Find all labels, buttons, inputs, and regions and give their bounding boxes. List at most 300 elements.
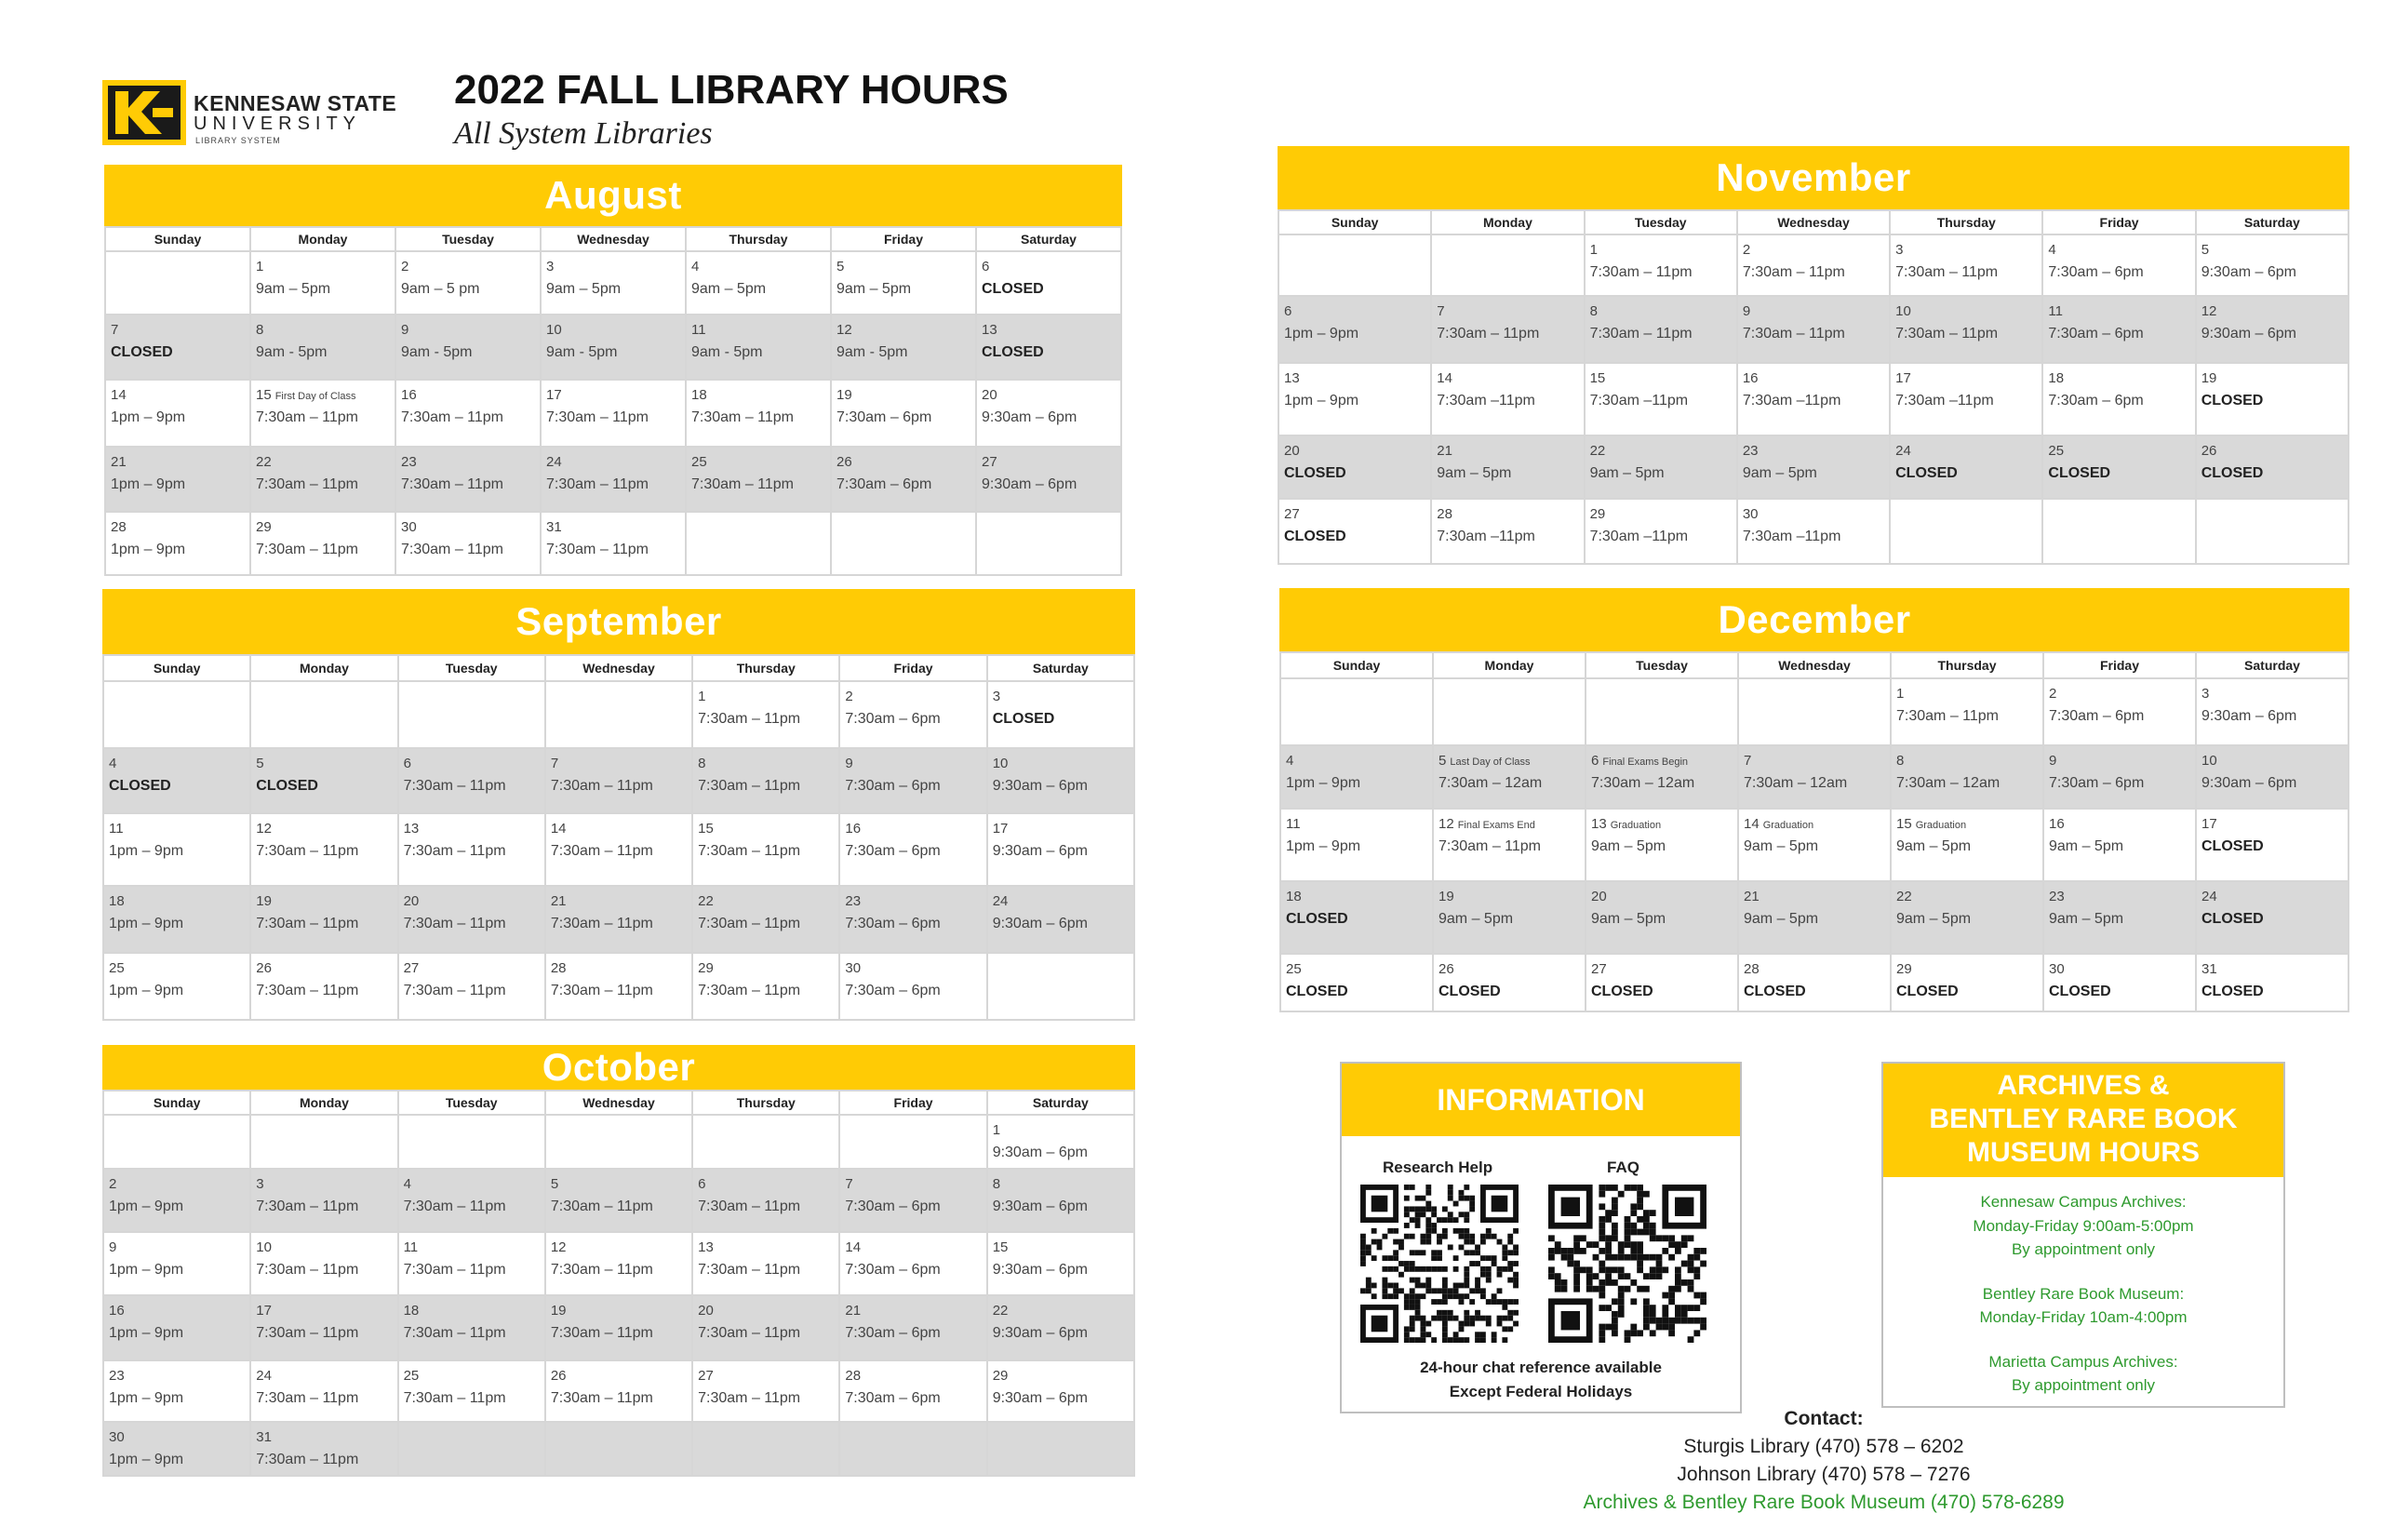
qr-module [1656,1318,1663,1324]
qr-module [1507,1234,1513,1239]
faq-qr-code[interactable] [1548,1185,1706,1343]
qr-module [1442,1321,1448,1327]
qr-module [1442,1228,1448,1234]
day-cell [2042,435,2195,499]
qr-module [1382,1283,1387,1289]
week-row [1278,435,2349,499]
qr-module [1415,1266,1421,1272]
day-number: 28 [1744,961,1760,977]
day-number: 2 [2049,686,2057,702]
qr-module [1605,1324,1612,1331]
qr-module [1425,1206,1431,1212]
qr-module [1630,1210,1637,1216]
qr-module [1643,1305,1650,1311]
archives-title-line-2: BENTLEY RARE BOOK [1929,1104,2238,1134]
closed-label: CLOSED [111,344,173,360]
day-hours: 7:30am – 11pm [698,778,801,794]
day-hours: 7:30am – 11pm [550,1199,653,1214]
qr-module [1360,1239,1366,1245]
qr-module [1643,1273,1650,1279]
qr-module [1656,1324,1663,1331]
qr-module [1599,1191,1605,1198]
qr-module [1618,1191,1625,1198]
empty-day-cell [398,681,545,748]
day-number: 18 [691,387,707,403]
day-number: 3 [546,259,555,275]
day-cell [692,953,839,1020]
qr-module [1475,1310,1480,1316]
empty-day-cell [2196,499,2349,564]
qr-module [1415,1293,1421,1299]
qr-module [1410,1278,1415,1283]
qr-module [1573,1241,1580,1248]
qr-module [1420,1337,1425,1343]
qr-module [1502,1305,1507,1310]
day-cell [250,1232,397,1295]
qr-module [1599,1305,1605,1311]
qr-module [1637,1216,1643,1223]
day-hours: 9:30am – 6pm [992,1262,1088,1278]
qr-module [1625,1286,1631,1292]
day-number: 23 [401,454,417,470]
qr-module [1415,1250,1421,1255]
qr-module [1410,1321,1415,1327]
qr-module [1688,1254,1694,1261]
day-cell [250,1422,397,1476]
day-number: 16 [845,821,862,837]
qr-module [1393,1288,1398,1293]
day-cell [839,1232,986,1295]
qr-module [1688,1318,1694,1324]
day-number: 13 [1591,816,1607,832]
research-help-qr-code[interactable] [1360,1185,1528,1343]
qr-module [1469,1299,1475,1305]
day-hours: 7:30am – 11pm [691,476,794,492]
day-number: 2 [109,1176,117,1192]
qr-module [1630,1185,1637,1191]
qr-module [1464,1185,1469,1190]
day-number: 10 [546,322,562,338]
week-row [1278,234,2349,296]
day-cell [105,447,250,512]
qr-module [1555,1273,1561,1279]
qr-module [1507,1310,1513,1316]
weekday-header-row [105,227,1121,251]
day-number: 20 [698,1303,714,1319]
qr-module [1431,1223,1437,1228]
qr-module [1448,1337,1453,1343]
day-hours: 7:30am – 11pm [550,1325,653,1341]
qr-module [1377,1244,1383,1250]
day-hours: 9:30am – 6pm [982,409,1077,425]
weekday-header: Sunday [1280,652,1433,678]
qr-module [1425,1283,1431,1289]
qr-module [1464,1239,1469,1245]
day-number: 23 [845,893,862,909]
day-cell [692,886,839,953]
day-cell [2043,678,2196,745]
day-cell [1433,881,1586,954]
day-hours: 1pm – 9pm [109,1452,184,1467]
qr-module [1668,1286,1675,1292]
day-cell [839,748,986,813]
day-hours: 9am – 5pm [1439,911,1514,927]
qr-module [1502,1316,1507,1321]
qr-module [1431,1212,1437,1217]
day-number: 9 [109,1239,117,1255]
day-note: Final Exams Begin [1602,757,1689,768]
qr-module [1480,1332,1486,1337]
qr-module [1393,1239,1398,1245]
day-number: 30 [2049,961,2065,977]
qr-module [1662,1324,1668,1331]
closed-label: CLOSED [2201,393,2264,408]
qr-module [1437,1255,1442,1261]
qr-module [1453,1316,1459,1321]
qr-module [1469,1206,1475,1212]
weekday-header-row [103,655,1134,681]
qr-module [1625,1223,1631,1229]
day-number: 18 [109,893,125,909]
qr-module [1681,1311,1688,1318]
qr-module [1410,1217,1415,1223]
empty-day-cell [1738,678,1891,745]
day-number: 28 [111,519,127,535]
contact-sturgis[interactable]: Sturgis Library (470) 578 – 6202 [1683,1436,1964,1457]
day-hours: 9:30am – 6pm [982,476,1077,492]
qr-module [1662,1248,1668,1254]
qr-module [1398,1244,1404,1250]
week-row [1278,363,2349,435]
day-cell [250,315,395,380]
qr-module [1502,1250,1507,1255]
closed-label: CLOSED [1744,984,1806,999]
day-hours: 7:30am – 11pm [1437,326,1540,341]
qr-module [1567,1261,1573,1267]
day-number: 27 [698,1368,714,1384]
qr-module [1415,1283,1421,1289]
qr-module [1486,1266,1492,1272]
day-cell [545,1169,692,1232]
qr-module [1448,1190,1453,1196]
day-hours: 7:30am – 11pm [698,711,801,727]
day-hours: 7:30am – 6pm [2049,708,2145,724]
day-hours: 7:30am – 11pm [256,1199,359,1214]
day-number: 12 [1439,816,1454,832]
day-number: 8 [698,756,706,771]
day-number: 27 [1591,961,1607,977]
day-hours: 7:30am – 6pm [845,843,941,859]
qr-module [1668,1241,1675,1248]
closed-label: CLOSED [1439,984,1501,999]
day-hours: 9:30am – 6pm [992,1145,1088,1160]
qr-module [1599,1235,1605,1241]
qr-module [1700,1248,1706,1254]
weekday-header: Saturday [2196,652,2349,678]
contact-archives[interactable]: Archives & Bentley Rare Book Museum (470) 578-6289 [1583,1492,2065,1513]
day-hours: 7:30am – 11pm [546,476,649,492]
qr-module [1681,1241,1688,1248]
day-hours: 7:30am – 11pm [698,1199,801,1214]
qr-module [1650,1223,1656,1229]
day-note: Last Day of Class [1450,757,1531,768]
day-number: 24 [546,454,562,470]
day-number: 1 [1896,686,1905,702]
day-hours: 9am – 5pm [1437,465,1512,481]
chat-line-2: Except Federal Holidays [1449,1382,1633,1400]
qr-module [1548,1235,1555,1241]
day-hours: 9am – 5pm [1896,911,1972,927]
kennesaw-archives-note: By appointment only [2011,1240,2156,1258]
qr-module [1625,1185,1631,1191]
qr-module [1561,1279,1568,1286]
qr-module [1693,1318,1700,1324]
qr-module [1548,1266,1555,1273]
qr-module [1599,1266,1605,1273]
day-number: 1 [698,689,706,704]
empty-day-cell [686,512,831,575]
qr-module [1410,1266,1415,1272]
day-number: 15 [1896,816,1912,832]
day-hours: 7:30am – 11pm [698,1262,801,1278]
week-row [103,953,1134,1020]
week-row [1280,954,2349,1011]
day-number: 25 [2048,443,2065,459]
day-cell [398,953,545,1020]
qr-module [1605,1241,1612,1248]
qr-module [1700,1292,1706,1299]
day-hours: 9am – 5pm [2049,838,2124,854]
day-number: 18 [1286,889,1302,904]
day-hours: 7:30am –11pm [1589,529,1689,544]
qr-module [1605,1216,1612,1223]
qr-module [1442,1278,1448,1283]
day-hours: 1pm – 9pm [109,983,184,998]
weekday-header: Monday [1431,210,1584,234]
day-cell [398,1169,545,1232]
qr-module [1513,1299,1519,1305]
day-hours: 1pm – 9pm [1284,326,1359,341]
calendar-december [1279,588,2349,1012]
day-number: 24 [1895,443,1911,459]
qr-module [1360,1234,1366,1239]
day-cell [839,953,986,1020]
day-number: 12 [2201,303,2217,319]
day-hours: 7:30am – 6pm [845,916,941,931]
day-hours: 9:30am – 6pm [992,1325,1088,1341]
day-cell [692,813,839,886]
qr-module [1630,1279,1637,1286]
bentley-museum-title: Bentley Rare Book Museum: [1982,1284,2185,1303]
day-cell [1891,881,2043,954]
day-number: 10 [256,1239,272,1255]
day-cell [103,953,250,1020]
week-row [103,886,1134,953]
qr-module [1612,1330,1618,1336]
qr-module [1360,1288,1366,1293]
week-row [105,251,1121,315]
day-number: 21 [1744,889,1760,904]
day-cell [2196,954,2349,1011]
day-cell [1890,363,2042,435]
qr-module [1637,1286,1643,1292]
qr-module [1442,1266,1448,1272]
day-cell [1891,809,2043,881]
qr-module [1420,1250,1425,1255]
qr-module [1502,1337,1507,1343]
qr-module [1643,1318,1650,1324]
archives-title-line-3: MUSEUM HOURS [1966,1137,2200,1168]
qr-module [1486,1299,1492,1305]
qr-module [1656,1235,1663,1241]
weekday-header: Sunday [105,227,250,251]
day-hours: 7:30am – 11pm [550,1390,653,1406]
qr-module [1431,1255,1437,1261]
qr-module [1618,1266,1625,1273]
qr-finder-pattern [1492,1196,1508,1212]
month-grid [102,654,1135,1021]
qr-module [1404,1185,1410,1190]
qr-module [1415,1206,1421,1212]
qr-module [1469,1316,1475,1321]
empty-day-cell [545,681,692,748]
qr-module [1464,1266,1469,1272]
qr-module [1637,1266,1643,1273]
empty-day-cell [545,1115,692,1169]
day-cell [1280,881,1433,954]
qr-module [1486,1255,1492,1261]
qr-module [1480,1288,1486,1293]
information-title: INFORMATION [1342,1064,1740,1136]
day-hours: 1pm – 9pm [109,1390,184,1406]
qr-module [1650,1311,1656,1318]
qr-module [1555,1279,1561,1286]
qr-module [1448,1316,1453,1321]
contact-johnson[interactable]: Johnson Library (470) 578 – 7276 [1677,1464,1971,1485]
qr-module [1464,1212,1469,1217]
marietta-archives-note: By appointment only [2011,1376,2156,1394]
qr-module [1599,1286,1605,1292]
day-number: 29 [256,519,272,535]
day-cell [2196,678,2349,745]
day-cell [398,1360,545,1422]
qr-module [1688,1336,1694,1343]
qr-module [1480,1234,1486,1239]
qr-module [1573,1248,1580,1254]
qr-module [1643,1298,1650,1305]
day-number: 10 [1895,303,1911,319]
day-cell [103,1169,250,1232]
qr-module [1573,1286,1580,1292]
day-number: 16 [401,387,417,403]
qr-module [1404,1196,1410,1201]
week-row [105,380,1121,447]
qr-module [1415,1278,1421,1283]
qr-module [1459,1283,1465,1289]
day-cell [545,813,692,886]
calendar-august [104,165,1122,576]
qr-module [1580,1248,1586,1254]
kennesaw-archives-block [1883,1190,2283,1262]
day-hours: 7:30am –11pm [1589,393,1689,408]
qr-module [1442,1217,1448,1223]
day-hours: 7:30am – 11pm [403,843,506,859]
day-number: 21 [845,1303,862,1319]
qr-finder-pattern [1372,1316,1388,1332]
day-number: 17 [256,1303,272,1319]
day-note: First Day of Class [274,391,356,402]
qr-module [1675,1305,1681,1311]
day-number: 28 [845,1368,862,1384]
qr-module [1469,1321,1475,1327]
day-cell [250,748,397,813]
weekday-header: Thursday [692,1091,839,1115]
qr-module [1502,1326,1507,1332]
day-number: 14 [1744,816,1760,832]
day-number: 12 [836,322,852,338]
weekday-header: Wednesday [541,227,686,251]
qr-module [1437,1234,1442,1239]
weekday-header: Friday [831,227,976,251]
qr-module [1643,1210,1650,1216]
day-cell [1737,363,1890,435]
day-note: Graduation [1915,820,1967,831]
day-hours: 7:30am – 11pm [403,1325,506,1341]
qr-finder-pattern [1372,1196,1388,1212]
day-hours: 7:30am – 11pm [1439,838,1541,854]
day-number: 11 [403,1239,419,1255]
qr-module [1448,1310,1453,1316]
day-cell [1585,363,1737,435]
qr-module [1475,1332,1480,1337]
weekday-header: Sunday [103,1091,250,1115]
day-number: 25 [691,454,707,470]
qr-module [1675,1311,1681,1318]
qr-module [1442,1234,1448,1239]
qr-module [1513,1244,1519,1250]
day-number: 4 [2048,242,2056,258]
qr-module [1360,1255,1366,1261]
day-number: 20 [403,893,420,909]
qr-module [1625,1330,1631,1336]
day-cell [398,886,545,953]
qr-module [1618,1305,1625,1311]
day-number: 13 [698,1239,714,1255]
day-hours: 9am – 5pm [256,281,331,297]
qr-module [1464,1337,1469,1343]
qr-module [1675,1279,1681,1286]
day-cell [1280,809,1433,881]
day-number: 21 [550,893,567,909]
closed-label: CLOSED [992,711,1055,727]
day-cell [1737,296,1890,363]
day-hours: 1pm – 9pm [1286,775,1361,791]
qr-module [1464,1272,1469,1278]
qr-module [1360,1250,1366,1255]
week-row [103,1115,1134,1169]
day-number: 19 [256,893,272,909]
week-row [105,512,1121,575]
day-number: 22 [992,1303,1009,1319]
qr-module [1693,1292,1700,1299]
day-cell [541,512,686,575]
qr-module [1693,1330,1700,1336]
day-cell [1738,881,1891,954]
day-number: 19 [1439,889,1454,904]
qr-module [1480,1239,1486,1245]
day-cell [1738,809,1891,881]
day-hours: 7:30am – 11pm [256,983,359,998]
